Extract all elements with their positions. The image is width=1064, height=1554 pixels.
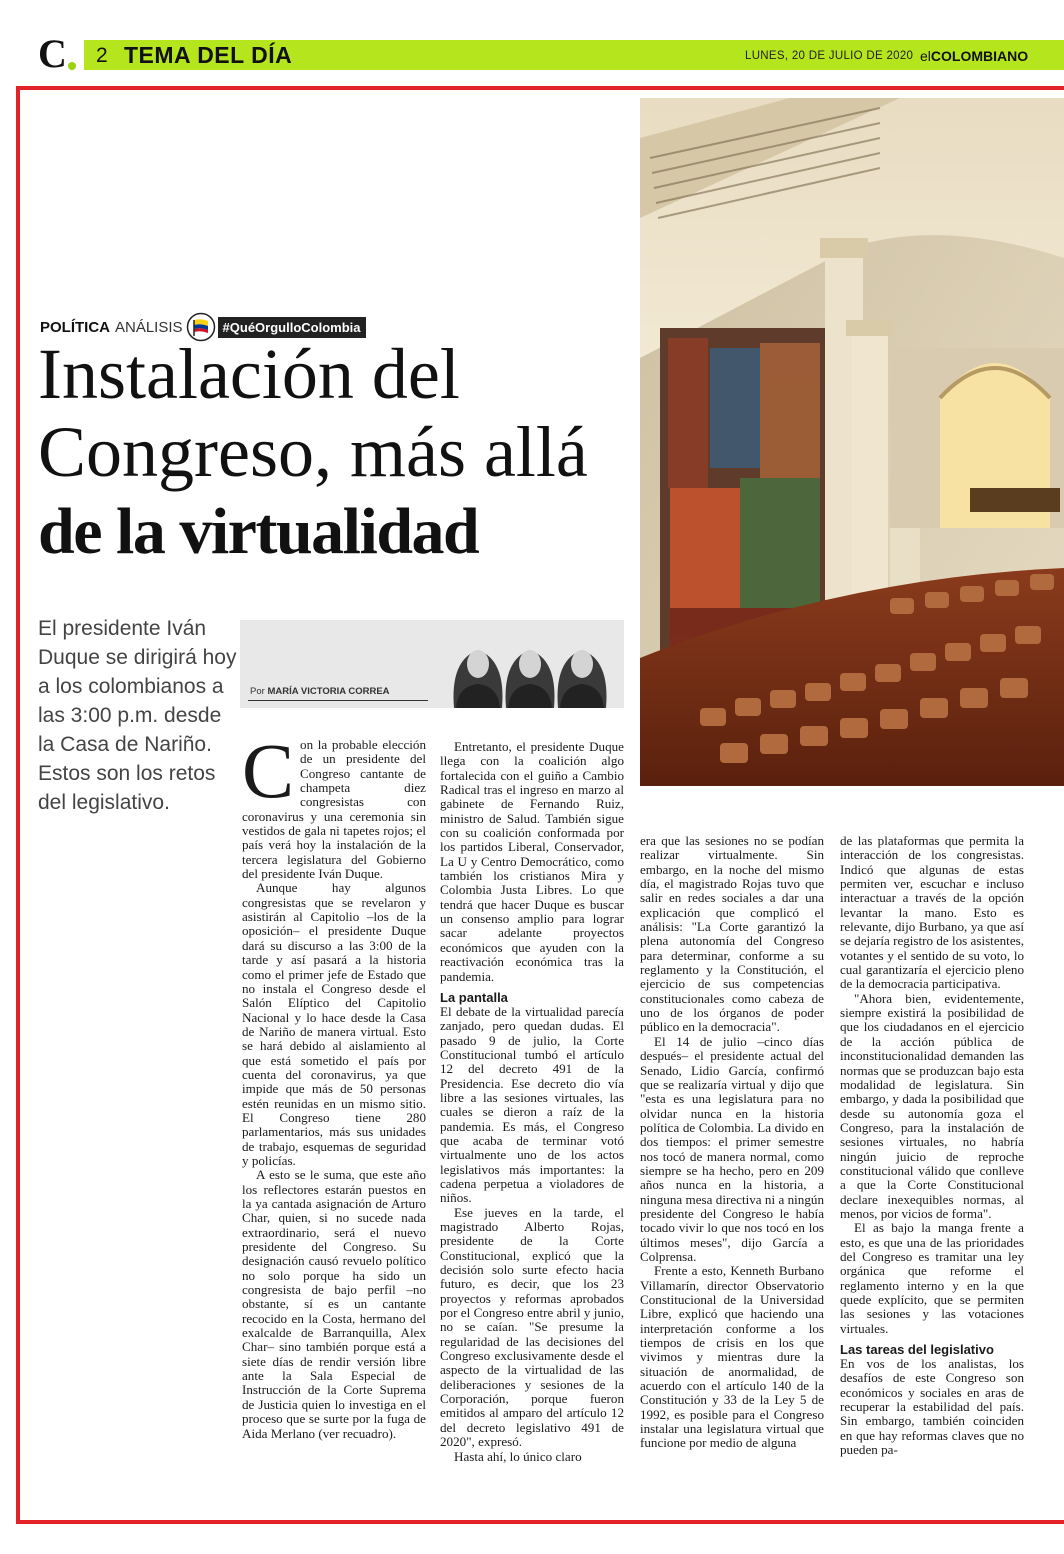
newspaper-logo: C [38, 31, 67, 76]
paragraph: Aunque hay algunos congresistas que se revelaron y asistirán al Capitolio –los de la oposición– el presidente Duque dará su discurso a las 3:00 de la tarde y así pasará a la historia como el primer jefe de Estado que no instala el Congreso desde el Salón Elíptico del Capitolio Nacional y lo hace desde la Casa de Nariño de manera virtual. Esto se hará debido al aislamiento al que está sometido el país por cuenta del coronavirus, ya que impide que más de 50 personas estén reunidas en un mismo sitio. El Congreso tiene 280 parlamentarios, más sus unidades de trabajo, esquemas de seguridad y policías. [242, 880, 426, 1168]
byline-prefix: Por [250, 686, 265, 697]
paragraph-text: on la probable elección de un presidente del Congreso cantante de champeta diez congresistas con coronavirus y una ceremonia sin vestidos de gala ni tapetes rojos; el país verá hoy la instalación de la tercera legislatura del Gobierno del presidente Iván Duque. [242, 737, 426, 882]
hashtag-badge[interactable]: #QuéOrgulloColombia [218, 317, 366, 338]
subheading: La pantalla [440, 989, 508, 1005]
paragraph: era que las sesiones no se podían realizar virtualmente. Sin embargo, en la noche del mismo día, el magistrado Rojas tuvo que salir en redes sociales a dar una explicación que complicó el análisis: "La Corte garantizó la plena autonomía del Congreso para determinar, conforme a su reglamento y la Constitución, el ejercicio de sus competencias constitucionales como cabeza de uno de los órganos de poder público en la democracia". [640, 833, 824, 1035]
brand-main: COLOMBIANO [930, 48, 1029, 64]
drop-cap: C [242, 727, 295, 814]
kicker-type: ANÁLISIS [115, 318, 183, 336]
paragraph: A esto se le suma, que este año los reflectores estarán puestos en la ya cantada asignación de Arturo Char, quien, si no sucede nada extraordinario, será el nuevo presidente del Congreso. Su designación causó revuelo político no solo porque ha sido un congresista de bajo perfil –no obstante, sí es un cantante recocido en la Costa, hermano del exalcalde de Barranquilla, Alex Char– sino también porque está a siete días de rendir versión libre ante la Sala Especial de Instrucción de la Corte Suprema de Justicia quien lo investiga en el proceso que se surte por la fuga de Aida Merlano (ver recuadro). [242, 1167, 426, 1441]
paragraph: El 14 de julio –cinco días después– el presidente actual del Senado, Lidio García, confirmó que se realizaría virtual y dijo que "esta es una legislatura para no olvidar nunca en la historia política de Colombia. La divido en dos tiempos: el primer semestre nos tocó de manera normal, como siempre se ha hecho, pero en 209 años nunca en la historia, a ninguna mesa directiva ni a ningún presidente del Congreso le había tocado vivir lo que nos tocó en los últimos meses", dijo García a Colprensa. [640, 1033, 824, 1264]
headline-line-3: de la virtualidad [38, 495, 479, 568]
page-number: 2 [96, 44, 108, 67]
article-column-1 [242, 727, 426, 1441]
kicker-category: POLÍTICA [40, 318, 110, 336]
section-title: TEMA DEL DÍA [124, 42, 293, 68]
brand-prefix: el [920, 48, 931, 64]
paragraph: Hasta ahí, lo único claro [454, 1448, 582, 1464]
paragraph: Entretanto, el presidente Duque llega con la coalición algo fortalecida con el guiño a Cambio Radical tras el ingreso en marzo al gabinete de Fernando Ruiz, ministro de Salud. También sigue con su coalición conformada por los partidos Liberal, Conservador, La U y Centro Democrático, como también los cristianos Mira y Colombia Justa Libres. Lo que tendrá que hacer Duque es buscar un consenso amplio para lograr sacar adelante proyectos económicos que ayuden con la reactivación económica tras la pandemia. [440, 739, 624, 984]
brand-name [920, 48, 1028, 64]
byline-author[interactable]: MARÍA VICTORIA CORREA [267, 686, 390, 697]
paragraph: El as bajo la manga frente a esto, es que una de las prioridades del Congreso es tramitar una ley orgánica que reforme el reglamento interno y en la que quede explícito, que se permiten las sesiones y las votaciones virtuales. [840, 1220, 1024, 1336]
paragraph: "Ahora bien, evidentemente, siempre existirá la posibilidad de que los ciudadanos en el ejercicio de la acción pública de inconstitucionalidad demanden las normas que se produzcan bajo esta modalidad de legislatura. Sin embargo, y dada la posibilidad que desde su autonomía goza el Congreso, para la instalación de sesiones virtuales, no habría ningún juicio de reproche constitucional válido que conlleve a que la Corte Constitucional declare inexequibles normas, al menos, por vicios de forma". [840, 990, 1024, 1221]
headline [38, 335, 638, 573]
article-column-4 [840, 834, 1024, 1457]
article-summary: El presidente Iván Duque se dirigirá hoy a los colombianos a las 3:00 p.m. desde la Casa de Nariño. Estos son los retos del legislativo. [38, 617, 237, 814]
logo-dot-icon [68, 62, 76, 70]
paragraph: Ese jueves en la tarde, el magistrado Alberto Rojas, presidente de la Corte Constitucional, explicó que la decisión solo surte efecto hacia futuro, es decir, que los 23 proyectos y reformas aprobados por el Congreso entre abril y junio, no se caían. "Se presume la regularidad de las decisiones del Congreso exclusivamente desde el aspecto de la virtualidad de las deliberaciones y sesiones de la Corporación, porque fueron emitidos al amparo del artículo 12 del decreto legislativo 491 de 2020", expresó. [440, 1204, 624, 1450]
byline [250, 686, 390, 697]
paragraph: de las plataformas que permita la interacción de los congresistas. Indicó que algunas de estas permiten ver, escuchar e incluso interactuar a través de la opción levantar la mano. Esto es relevante, dijo Burbano, ya que así se dejaría registro de los asistentes, votantes y el sentido de su voto, lo cual garantizaría el ejercicio pleno de la democracia participativa. [840, 833, 1024, 992]
headline-line-2: Congreso, más allá [38, 412, 588, 492]
paragraph: En vos de los analistas, los desafíos de este Congreso son económicos y sociales en aras de recuperar la estabilidad del país. Sin embargo, también coinciden en que hay reformas claves que no pueden pa- [840, 1356, 1024, 1458]
subheading: Las tareas del legislativo [840, 1342, 994, 1358]
paragraph: Frente a esto, Kenneth Burbano Villamarín, director Observatorio Constitucional de la Universidad Libre, explicó que haciendo una interpretación conforme a los tiempos de crisis en los que vivimos y mientras dure la situación de anormalidad, de acuerdo con el artículo 140 de la Constitución y 33 de la Ley 5 de 1992, es posible para el Congreso instalar una legislatura virtual que funcione por medio de alguna [640, 1263, 824, 1451]
masthead [0, 0, 1064, 76]
issue-date: LUNES, 20 DE JULIO DE 2020 [745, 50, 914, 62]
headline-line-1: Instalación del [38, 334, 460, 414]
article-column-3 [640, 834, 824, 1451]
paragraph [242, 727, 426, 882]
byline-box [240, 620, 624, 708]
paragraph: El debate de la virtualidad parecía zanjado, pero quedan dudas. El pasado 9 de julio, la Corte Constitucional tumbó el artículo 12 del decreto 491 de la Presidencia. Ese decreto dio vía libre a las sesiones virtuales, las cuales se dieron a raíz de la pandemia. Es más, el Congreso que acaba de terminar votó virtualmente uno de los actos legislativos más importantes: la cadena perpetua a violadores de niños. [440, 1003, 624, 1206]
congress-hall-photo [640, 98, 1064, 786]
byline-divider [248, 700, 428, 701]
article-column-2 [440, 740, 624, 1464]
